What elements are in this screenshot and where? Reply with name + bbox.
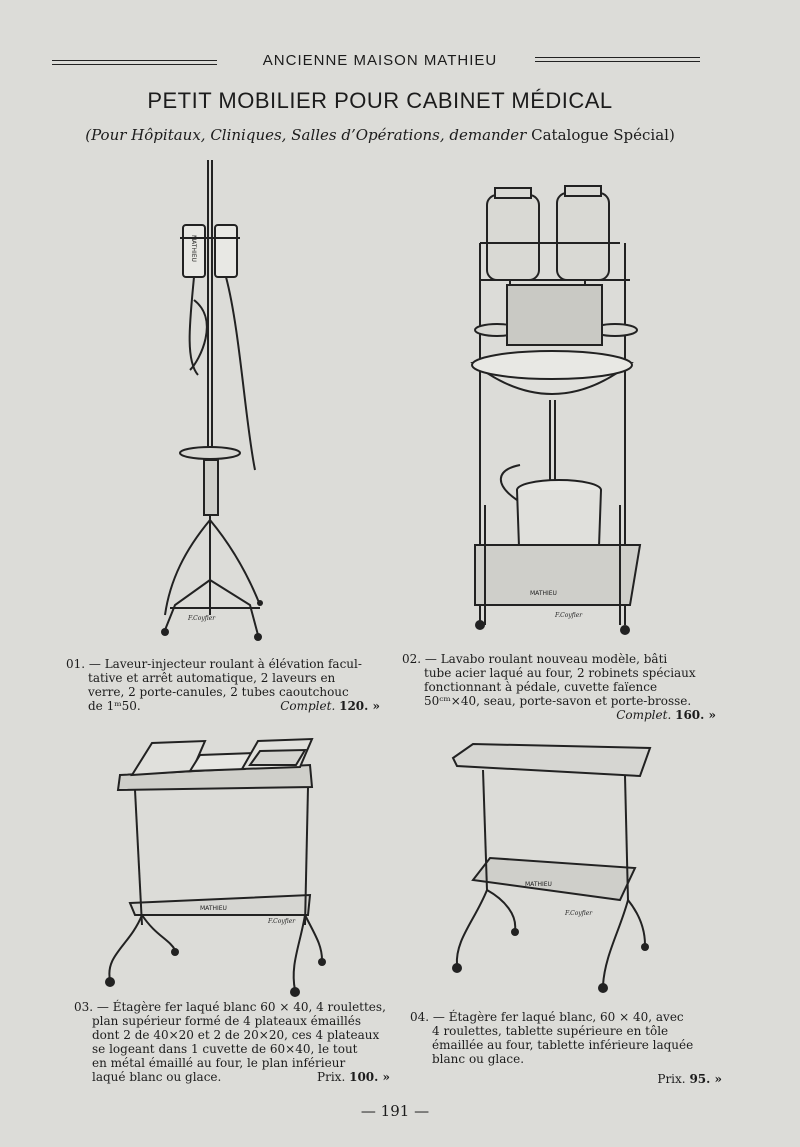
caption-04-price: 95. »: [689, 1072, 722, 1086]
illustration-plain-shelf: [445, 740, 665, 1000]
caption-04-price-label: Prix.: [657, 1072, 686, 1086]
caption-item-03: [74, 1000, 390, 1084]
caption-03-line-3: dont 2 de 40×20 et 2 de 20×20, ces 4 plateaux: [92, 1028, 380, 1042]
caption-03-line-1: 03. — Étagère fer laqué blanc 60 × 40, 4 roulettes,: [74, 1000, 386, 1014]
illustration-tray-shelf: [100, 735, 340, 1000]
injector-signature: F.Coyfier: [188, 615, 216, 622]
caption-item-02: [402, 652, 716, 722]
subtitle-plain: Catalogue Spécial): [531, 126, 675, 144]
caption-02-line-4: 50ᶜᵐ×40, seau, porte-savon et porte-brosse.: [424, 694, 692, 708]
washbasin-brand: MATHIEU: [530, 590, 557, 597]
caption-02-line-2: tube acier laqué au four, 2 robinets spéciaux: [424, 666, 696, 680]
caption-03-price: 100. »: [349, 1070, 390, 1084]
running-head: ANCIENNE MAISON MATHIEU: [262, 52, 498, 69]
caption-01-price: 120. »: [339, 699, 380, 713]
subtitle-open: (: [85, 126, 92, 144]
caption-03-line-6: laqué blanc ou glace.: [92, 1070, 222, 1084]
illustration-rolling-washbasin: [455, 185, 655, 645]
caption-02-line-3: fonctionnant à pédale, cuvette faïence: [424, 680, 658, 694]
caption-03-price-label: Prix.: [317, 1070, 346, 1084]
caption-item-01: [66, 657, 380, 713]
caption-01-line-2: tative et arrêt automatique, 2 laveurs en: [88, 671, 336, 685]
caption-02-line-1: 02. — Lavabo roulant nouveau modèle, bâti: [402, 652, 668, 666]
washbasin-signature: F.Coyfier: [555, 612, 583, 619]
caption-03-line-5: en métal émaillé au four, le plan inférieur: [92, 1056, 346, 1070]
caption-02-price-label: Complet.: [616, 708, 672, 722]
caption-02-price: 160. »: [675, 708, 716, 722]
plain-shelf-brand: MATHIEU: [525, 881, 552, 888]
caption-04-line-1: 04. — Étagère fer laqué blanc, 60 × 40, avec: [410, 1010, 684, 1024]
caption-item-04: [410, 1010, 722, 1086]
illustration-injector-stand: [150, 160, 280, 650]
caption-01-line-3: verre, 2 porte-canules, 2 tubes caoutchouc: [88, 685, 349, 699]
caption-03-line-4: se logeant dans 1 cuvette de 60×40, le tout: [92, 1042, 358, 1056]
caption-04-line-4: blanc ou glace.: [432, 1052, 525, 1066]
page-title: PETIT MOBILIER POUR CABINET MÉDICAL: [147, 88, 613, 113]
injector-vial-label: MATHIEU: [190, 235, 197, 262]
caption-03-line-2: plan supérieur formé de 4 plateaux émaillés: [92, 1014, 362, 1028]
caption-04-line-3: émaillée au four, tablette inférieure laquée: [432, 1038, 694, 1052]
tray-shelf-signature: F.Coyfier: [268, 918, 296, 925]
caption-04-line-2: 4 roulettes, tablette supérieure en tôle: [432, 1024, 669, 1038]
page-number: — 191 —: [360, 1102, 430, 1120]
tray-shelf-brand: MATHIEU: [200, 905, 227, 912]
page-subtitle: [0, 126, 760, 144]
caption-01-line-1: 01. — Laveur-injecteur roulant à élévation facul-: [66, 657, 362, 671]
plain-shelf-signature: F.Coyfier: [565, 910, 593, 917]
subtitle-italic: Pour Hôpitaux, Cliniques, Salles d’Opérations, demander: [91, 126, 527, 144]
caption-01-price-label: Complet.: [280, 699, 336, 713]
caption-01-line-4: de 1ᵐ50.: [88, 699, 141, 713]
